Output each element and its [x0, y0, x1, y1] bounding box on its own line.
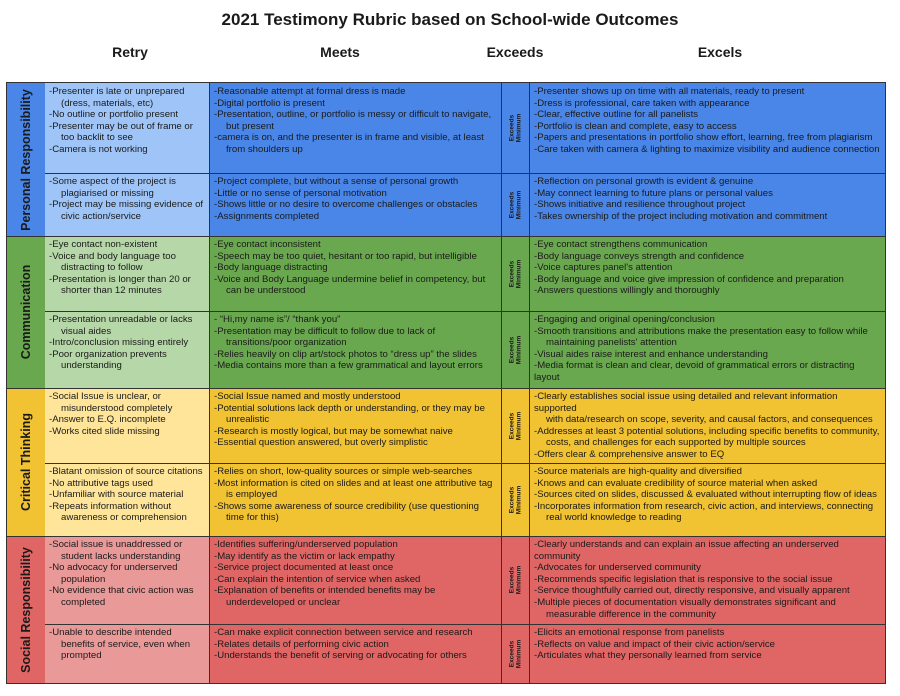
criterion-line: (dress, materials, etc) [61, 97, 154, 109]
section-social [7, 536, 885, 683]
criterion-line: -Incorporates information from research, civic action, and interviews, connecting [534, 500, 874, 512]
column-header-exceeds: Exceeds [486, 44, 544, 60]
criterion-line: understanding [61, 360, 122, 372]
section-label-communication [7, 236, 46, 388]
criterion-line: -Eye contact strengthens communication [534, 239, 708, 250]
section-label-text: Communication [19, 264, 34, 360]
criterion-line: -Addresses at least 3 potential solutions, including specific benefits to community, [534, 425, 880, 437]
criterion-line: -Body language conveys strength and confidence [534, 250, 745, 262]
cell-retry [45, 311, 210, 388]
criterion-line: -Media format is clean and clear, devoid of grammatical errors or distracting layout [534, 360, 855, 383]
cell-excels [530, 311, 885, 388]
rubric-row [45, 388, 885, 463]
exceeds-minimum-label: Exceeds Minimum [508, 485, 523, 514]
exceeds-minimum-label: Exceeds Minimum [508, 190, 523, 219]
criterion-line: -Articulates what they personally learned from service [534, 650, 762, 662]
row-divider [45, 624, 885, 625]
criterion-line: -Presenter may be out of frame or [49, 120, 193, 132]
criterion-line: -Voice and body language too [49, 250, 176, 262]
criterion-line: - “Hi,my name is”/ “thank you” [214, 314, 341, 325]
criterion-line: -Eye contact non-existent [49, 239, 158, 250]
cell-meets [210, 624, 502, 683]
criterion-line: -Takes ownership of the project including motivation and commitment [534, 210, 828, 222]
cell-exceeds [502, 388, 530, 463]
criterion-line: transitions/poor organization [226, 337, 347, 349]
rubric-row [45, 83, 885, 173]
criterion-line: misunderstood completely [61, 402, 173, 414]
criterion-line: -Engaging and original opening/conclusion [534, 314, 715, 325]
criterion-line: -Presentation unreadable or lacks [49, 314, 193, 325]
criterion-line: -Social issue is unaddressed or [49, 539, 183, 550]
criterion-line: -Advocates for underserved community [534, 562, 701, 574]
cell-exceeds [502, 536, 530, 624]
criterion-line: -Repeats information without [49, 500, 172, 512]
cell-meets [210, 388, 502, 463]
criterion-line: -Clearly understands and can explain an issue affecting an underserved community [534, 539, 839, 562]
criterion-line: -Identifies suffering/underserved population [214, 539, 398, 550]
criterion-line: -No attributive tags used [49, 477, 153, 489]
criterion-line: -Voice captures panel's attention [534, 262, 673, 274]
criterion-line: -Source materials are high-quality and diversified [534, 466, 742, 477]
criterion-line: maintaining panelists' attention [546, 337, 677, 349]
criterion-line: -Little or no sense of personal motivation [214, 187, 387, 199]
criterion-line: visual aides [61, 325, 112, 337]
criterion-line: -Unable to describe intended [49, 627, 172, 638]
criterion-line: benefits of service, even when [61, 638, 191, 650]
rubric-row [45, 173, 885, 236]
row-divider [45, 173, 885, 174]
exceeds-minimum-label: Exceeds Minimum [508, 639, 523, 668]
exceeds-minimum-label: Exceeds Minimum [508, 335, 523, 364]
cell-exceeds [502, 83, 530, 173]
criterion-line: -Portfolio is clean and complete, easy to access [534, 120, 737, 132]
criterion-line: -Reasonable attempt at formal dress is made [214, 86, 406, 97]
criterion-line: -Voice and Body Language undermine belief in competency, but [214, 273, 486, 285]
criterion-line: measurable difference in the community [546, 608, 716, 620]
criterion-line: -No outline or portfolio present [49, 109, 179, 121]
criterion-line: -camera is on, and the presenter is in frame and visible, at least [214, 132, 484, 144]
criterion-line: -Social Issue named and mostly understood [214, 391, 401, 402]
criterion-line: -Relies heavily on clip art/stock photos to “dress up” the slides [214, 348, 477, 360]
criterion-line: -Presenter is late or unprepared [49, 86, 185, 97]
criterion-line: -Recommends specific legislation that is responsive to the social issue [534, 573, 833, 585]
section-critical [7, 388, 885, 536]
exceeds-minimum-label: Exceeds Minimum [508, 411, 523, 440]
exceeds-minimum-label: Exceeds Minimum [508, 565, 523, 595]
cell-exceeds [502, 173, 530, 236]
criterion-line: -Papers and presentations in portfolio show effort, learning, free from plagiarism [534, 132, 873, 144]
criterion-line: too backlit to see [61, 132, 133, 144]
rubric-row [45, 624, 885, 683]
section-label-text: Critical Thinking [19, 413, 33, 511]
column-header-meets: Meets [320, 44, 360, 60]
criterion-line: -Service thoughtfully carried out, directly responsive, and visually apparent [534, 585, 850, 597]
criterion-line: -Body language distracting [214, 262, 328, 274]
cell-exceeds [502, 624, 530, 683]
criterion-line: -Unfamiliar with source material [49, 489, 184, 501]
criterion-line: -Body language and voice give impression of confidence and preparation [534, 273, 844, 285]
exceeds-minimum-label: Exceeds Minimum [508, 113, 523, 143]
row-divider [45, 463, 885, 464]
criterion-line: -Explanation of benefits or intended benefits may be [214, 585, 436, 597]
criterion-line: from shoulders up [226, 143, 303, 155]
section-divider [7, 536, 885, 537]
cell-excels [530, 536, 885, 624]
cell-retry [45, 624, 210, 683]
criterion-line: -Assignments completed [214, 210, 320, 222]
cell-meets [210, 311, 502, 388]
criterion-line: -Relies on short, low-quality sources or simple web-searches [214, 466, 473, 477]
criterion-line: -Essential question answered, but overly simplistic [214, 437, 428, 449]
section-label-text: Social Responsibility [19, 546, 34, 673]
cell-meets [210, 173, 502, 236]
criterion-line: -Shows some awareness of source credibility (use questioning [214, 500, 480, 512]
criterion-line: -Elicits an emotional response from panelists [534, 627, 725, 638]
criterion-line: -Some aspect of the project is [49, 176, 176, 187]
rubric-row [45, 536, 885, 624]
criterion-line: can be understood [226, 285, 306, 297]
rubric-row [45, 236, 885, 311]
cell-excels [530, 83, 885, 173]
criterion-line: unrealistic [226, 414, 270, 426]
criterion-line: -Media contains more than a few grammatical and layout errors [214, 360, 483, 372]
cell-retry [45, 388, 210, 463]
criterion-line: but present [226, 120, 275, 132]
criterion-line: with data/research on scope, severity, and causal factors, and consequences [546, 414, 873, 426]
criterion-line: -Can make explicit connection between service and research [214, 627, 473, 638]
criterion-line: -Care taken with camera & lighting to maximize visibility and audience connection [534, 143, 880, 155]
criterion-line: -Understands the benefit of serving or advocating for others [214, 650, 467, 662]
criterion-line: -Clearly establishes social issue using detailed and relevant information supported [534, 391, 838, 414]
cell-retry [45, 463, 210, 536]
criterion-line: -Presentation may be difficult to follow due to lack of [214, 325, 436, 337]
cell-exceeds [502, 463, 530, 536]
criterion-line: civic action/service [61, 210, 141, 222]
section-communication [7, 236, 885, 388]
cell-retry [45, 173, 210, 236]
criterion-line: is employed [226, 489, 278, 501]
criterion-line: -Answer to E.Q. incomplete [49, 414, 166, 426]
criterion-line: -Project complete, but without a sense of personal growth [214, 176, 459, 187]
criterion-line: underdeveloped or unclear [226, 596, 341, 608]
cell-excels [530, 624, 885, 683]
criterion-line: -Intro/conclusion missing entirely [49, 337, 189, 349]
criterion-line: student lacks understanding [61, 550, 181, 562]
criterion-line: costs, and challenges for each supported by multiple sources [546, 437, 806, 449]
criterion-line: -No advocacy for underserved [49, 562, 178, 574]
section-label-personal [7, 83, 46, 236]
criterion-line: -Digital portfolio is present [214, 97, 325, 109]
criterion-line: -Reflection on personal growth is evident & genuine [534, 176, 754, 187]
criterion-line: -Works cited slide missing [49, 425, 160, 437]
cell-excels [530, 463, 885, 536]
cell-excels [530, 388, 885, 463]
criterion-line: -Speech may be too quiet, hesitant or too rapid, but intelligible [214, 250, 477, 262]
criterion-line: -Shows little or no desire to overcome challenges or obstacles [214, 199, 478, 211]
criterion-line: -No evidence that civic action was [49, 585, 194, 597]
criterion-line: -Eye contact inconsistent [214, 239, 321, 250]
cell-exceeds [502, 311, 530, 388]
page-title: 2021 Testimony Rubric based on School-wide Outcomes [221, 10, 679, 29]
cell-meets [210, 463, 502, 536]
rubric-row [45, 311, 885, 388]
criterion-line: -Dress is professional, care taken with appearance [534, 97, 750, 109]
criterion-line: -May identify as the victim or lack empathy [214, 550, 395, 562]
cell-retry [45, 536, 210, 624]
cell-meets [210, 83, 502, 173]
section-label-critical [7, 388, 46, 536]
criterion-line: completed [61, 596, 106, 608]
cell-meets [210, 236, 502, 311]
cell-retry [45, 83, 210, 173]
criterion-line: -May connect learning to future plans or personal values [534, 187, 773, 199]
criterion-line: -Presenter shows up on time with all materials, ready to present [534, 86, 805, 97]
column-header-excels: Excels [697, 44, 743, 60]
criterion-line: -Most information is cited on slides and at least one attributive tag [214, 477, 493, 489]
criterion-line: -Visual aides raise interest and enhance understanding [534, 348, 768, 360]
criterion-line: shorter than 12 minutes [61, 285, 162, 297]
section-divider [7, 236, 885, 237]
criterion-line: -Service project documented at least once [214, 562, 394, 574]
criterion-line: -Can explain the intention of service when asked [214, 573, 421, 585]
criterion-line: -Multiple pieces of documentation visually demonstrates significant and [534, 596, 836, 608]
cell-excels [530, 173, 885, 236]
rubric-row [45, 463, 885, 536]
section-divider [7, 388, 885, 389]
cell-excels [530, 236, 885, 311]
cell-meets [210, 536, 502, 624]
criterion-line: -Research is mostly logical, but may be somewhat naive [214, 425, 453, 437]
section-label-social [7, 536, 46, 683]
row-divider [45, 311, 885, 312]
cell-exceeds [502, 236, 530, 311]
criterion-line: -Sources cited on slides, discussed & evaluated without interrupting flow of ideas [534, 489, 877, 501]
criterion-line: -Poor organization prevents [49, 348, 167, 360]
cell-retry [45, 236, 210, 311]
criterion-line: -Camera is not working [49, 143, 148, 155]
section-personal [7, 83, 885, 236]
rubric-table [6, 82, 886, 684]
criterion-line: time for this) [226, 512, 279, 524]
criterion-line: -Relates details of performing civic action [214, 638, 389, 650]
criterion-line: distracting to follow [61, 262, 143, 274]
criterion-line: -Social Issue is unclear, or [49, 391, 161, 402]
criterion-line: -Blatant omission of source citations [49, 466, 203, 477]
criterion-line: -Reflects on value and impact of their civic action/service [534, 638, 776, 650]
criterion-line: -Presentation is longer than 20 or [49, 273, 191, 285]
criterion-line: -Smooth transitions and attributions make the presentation easy to follow while [534, 325, 868, 337]
criterion-line: prompted [61, 650, 102, 662]
criterion-line: population [61, 573, 106, 585]
criterion-line: real world knowledge to reading [546, 512, 682, 524]
criterion-line: awareness or comprehension [61, 512, 187, 524]
criterion-line: -Project may be missing evidence of [49, 199, 204, 211]
section-label-text: Personal Responsibility [19, 88, 33, 231]
criterion-line: -Shows initiative and resilience throughout project [534, 199, 746, 211]
criterion-line: -Answers questions willingly and thoroughly [534, 285, 720, 297]
column-header-retry: Retry [112, 44, 148, 60]
criterion-line: -Offers clear & comprehensive answer to EQ [534, 448, 725, 460]
criterion-line: -Clear, effective outline for all panelists [534, 109, 699, 121]
criterion-line: plagiarised or missing [61, 187, 154, 199]
criterion-line: -Potential solutions lack depth or understanding, or they may be [214, 402, 485, 414]
criterion-line: -Knows and can evaluate credibility of source material when asked [534, 477, 818, 489]
exceeds-minimum-label: Exceeds Minimum [508, 259, 523, 288]
criterion-line: -Presentation, outline, or portfolio is messy or difficult to navigate, [214, 109, 492, 121]
